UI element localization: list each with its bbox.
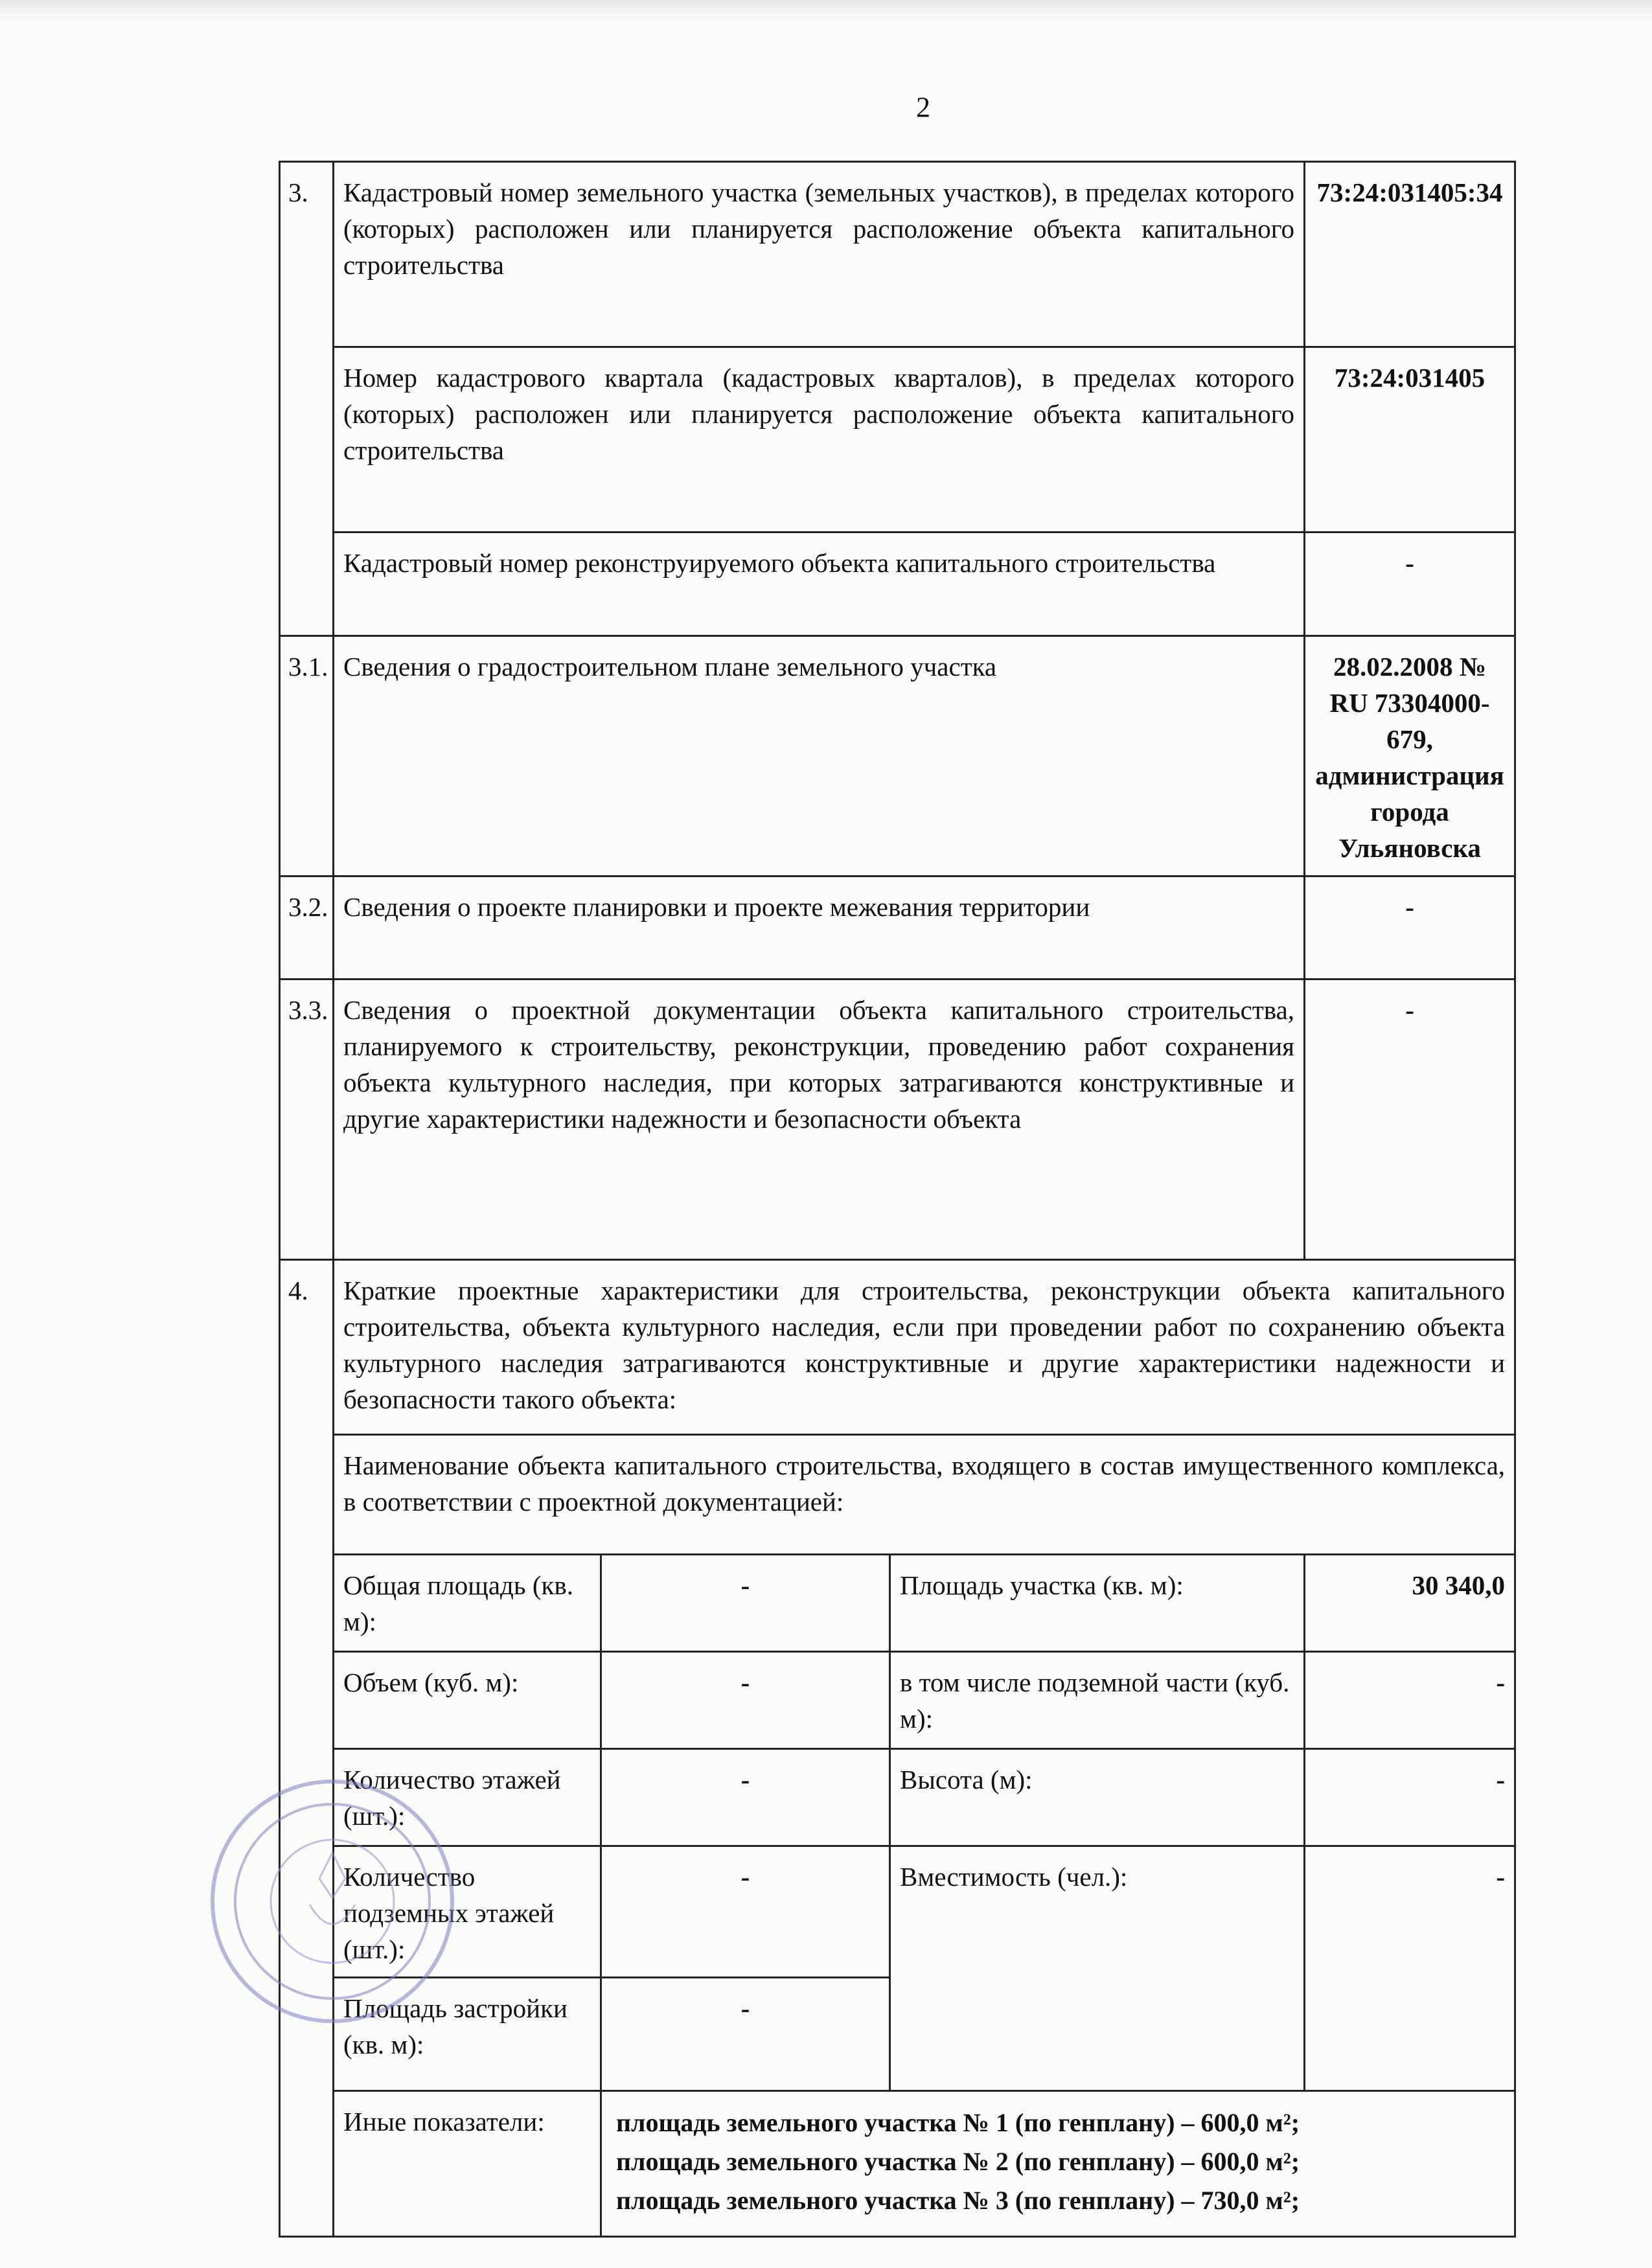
underground-volume-value: - bbox=[1305, 1652, 1515, 1749]
other-label: Иные показатели: bbox=[334, 2091, 601, 2237]
volume-value: - bbox=[601, 1652, 890, 1749]
plot-area-value: 30 340,0 bbox=[1305, 1555, 1515, 1652]
row-4-heading bbox=[280, 1260, 1515, 1435]
row-number: 4. bbox=[280, 1260, 334, 2237]
other-value-line: площадь земельного участка № 2 (по генплану) – 600,0 м²; bbox=[616, 2147, 1300, 2176]
row-3-2 bbox=[280, 876, 1515, 979]
row-4-volume bbox=[280, 1652, 1515, 1749]
total-area-label: Общая площадь (кв. м): bbox=[334, 1555, 601, 1652]
reconstructed-value: - bbox=[1305, 533, 1515, 636]
town-plan-label: Сведения о градостроительном плане земельного участка bbox=[334, 636, 1305, 876]
row-number: 3. bbox=[280, 162, 334, 636]
plot-area-label: Площадь участка (кв. м): bbox=[890, 1555, 1305, 1652]
row-3-cadastral-quarter bbox=[280, 347, 1515, 533]
row-4-other bbox=[280, 2091, 1515, 2237]
project-docs-label: Сведения о проектной документации объекта капитального строительства, планируемого к строительству, реконструкции, проведению работ сохранения объекта культурного наследия, при которых затрагиваются конструктивные и другие характеристики надежности и безопасности объекта bbox=[334, 979, 1305, 1260]
object-name-label: Наименование объекта капитального строительства, входящего в состав имущественного комплекса, в соответствии с проектной документацией: bbox=[334, 1435, 1515, 1555]
row-number: 3.1. bbox=[280, 636, 334, 876]
cadastral-quarter-label: Номер кадастрового квартала (кадастровых кварталов), в пределах которого (которых) расположен или планируется расположение объекта капитального строительства bbox=[334, 347, 1305, 533]
planning-project-value: - bbox=[1305, 876, 1515, 979]
cadastral-quarter-value: 73:24:031405 bbox=[1305, 347, 1515, 533]
row-number: 3.3. bbox=[280, 979, 334, 1260]
characteristics-heading: Краткие проектные характеристики для строительства, реконструкции объекта капитального строительства, объекта культурного наследия, если при проведении работ по сохранению объекта культурного наследия затрагиваются конструктивные и другие характеристики надежности и безопасности такого объекта: bbox=[334, 1260, 1515, 1435]
other-values bbox=[601, 2091, 1515, 2237]
total-area-value: - bbox=[601, 1555, 890, 1652]
row-3-reconstructed bbox=[280, 533, 1515, 636]
scan-edge-shadow bbox=[0, 0, 1652, 23]
row-3-1 bbox=[280, 636, 1515, 876]
cadastral-land-label: Кадастровый номер земельного участка (земельных участков), в пределах которого (которых) расположен или планируется расположение объекта капитального строительства bbox=[334, 162, 1305, 347]
official-seal bbox=[206, 1775, 459, 2028]
row-4-underground-floors bbox=[280, 1846, 1515, 1978]
other-value-line: площадь земельного участка № 1 (по генплану) – 600,0 м²; bbox=[616, 2108, 1300, 2137]
underground-volume-label: в том числе подземной части (куб. м): bbox=[890, 1652, 1305, 1749]
row-number: 3.2. bbox=[280, 876, 334, 979]
row-4-area bbox=[280, 1555, 1515, 1652]
row-4-floors bbox=[280, 1749, 1515, 1846]
height-label: Высота (м): bbox=[890, 1749, 1305, 1846]
row-3-cadastral-land bbox=[280, 162, 1515, 347]
project-docs-value: - bbox=[1305, 979, 1515, 1260]
capacity-value: - bbox=[1305, 1846, 1515, 2091]
permit-table bbox=[279, 161, 1516, 2238]
built-area-value: - bbox=[601, 1978, 890, 2091]
height-value: - bbox=[1305, 1749, 1515, 1846]
other-value-line: площадь земельного участка № 3 (по генплану) – 730,0 м²; bbox=[616, 2186, 1300, 2215]
volume-label: Объем (куб. м): bbox=[334, 1652, 601, 1749]
row-4-object-name bbox=[280, 1435, 1515, 1555]
cadastral-land-value: 73:24:031405:34 bbox=[1305, 162, 1515, 347]
capacity-label: Вместимость (чел.): bbox=[890, 1846, 1305, 2091]
floors-label: Количество этажей (шт.): bbox=[334, 1749, 601, 1846]
underground-floors-value: - bbox=[601, 1846, 890, 1978]
planning-project-label: Сведения о проекте планировки и проекте межевания территории bbox=[334, 876, 1305, 979]
reconstructed-label: Кадастровый номер реконструируемого объекта капитального строительства bbox=[334, 533, 1305, 636]
floors-value: - bbox=[601, 1749, 890, 1846]
built-area-label: Площадь застройки (кв. м): bbox=[334, 1978, 601, 2091]
underground-floors-label: Количество подземных этажей (шт.): bbox=[334, 1846, 601, 1978]
page-number: 2 bbox=[916, 91, 930, 123]
row-3-3 bbox=[280, 979, 1515, 1260]
town-plan-value: 28.02.2008 № RU 73304000-679, администрация города Ульяновска bbox=[1305, 636, 1515, 876]
